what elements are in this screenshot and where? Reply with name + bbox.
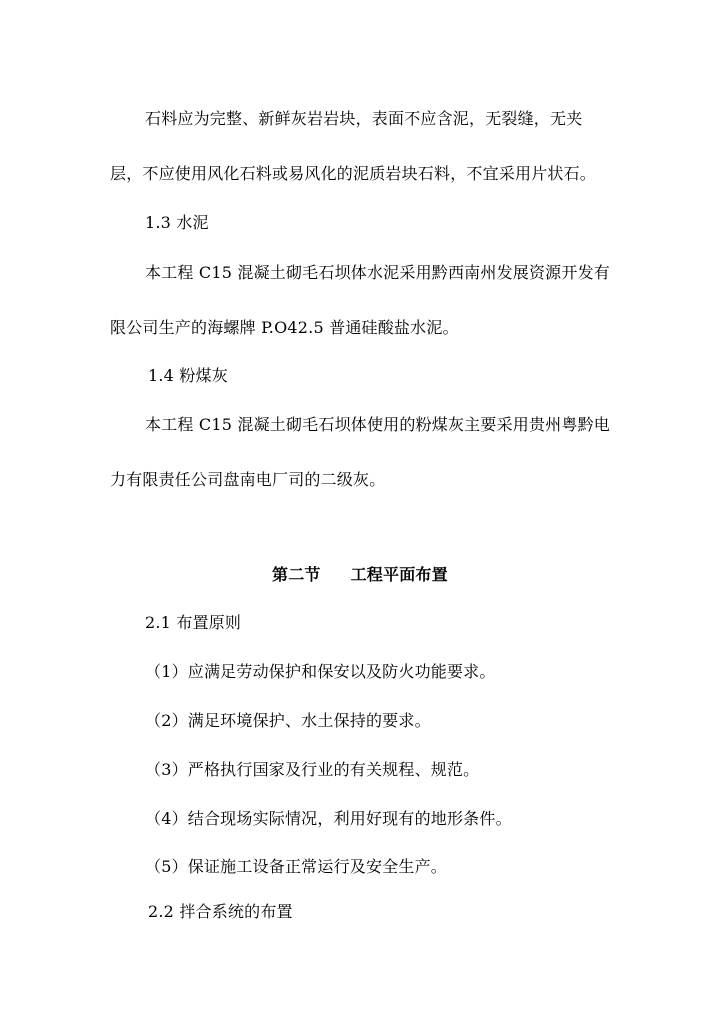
section-title: 工程平面布置 bbox=[350, 565, 448, 584]
subheading-cement: 1.3 水泥 bbox=[145, 213, 209, 232]
paragraph-stone-line-1: 石料应为完整、新鲜灰岩岩块，表面不应含泥，无裂缝，无夹 bbox=[145, 109, 583, 128]
paragraph-cement-line-2: 限公司生产的海螺牌 P.O42.5 普通硅酸盐水泥。 bbox=[110, 318, 459, 337]
section-heading bbox=[272, 565, 448, 585]
paragraph-stone-line-2: 层，不应使用风化石料或易风化的泥质岩块石料，不宜采用片状石。 bbox=[110, 164, 597, 183]
section-number: 第二节 bbox=[272, 565, 321, 584]
paragraph-fly-ash-line-1: 本工程 C15 混凝土砌毛石坝体使用的粉煤灰主要采用贵州粤黔电 bbox=[145, 415, 610, 434]
principle-item-3: （3）严格执行国家及行业的有关规程、规范。 bbox=[145, 760, 480, 779]
subheading-fly-ash: 1.4 粉煤灰 bbox=[148, 366, 228, 385]
paragraph-fly-ash-line-2: 力有限责任公司盘南电厂司的二级灰。 bbox=[110, 470, 386, 489]
principle-item-1: （1）应满足劳动保护和保安以及防火功能要求。 bbox=[145, 662, 496, 681]
subheading-mixing-system: 2.2 拌合系统的布置 bbox=[148, 902, 293, 921]
principle-item-2: （2）满足环境保护、水土保持的要求。 bbox=[145, 711, 431, 730]
principle-item-5: （5）保证施工设备正常运行及安全生产。 bbox=[145, 857, 447, 876]
principle-item-4: （4）结合现场实际情况，利用好现有的地形条件。 bbox=[145, 809, 512, 828]
paragraph-cement-line-1: 本工程 C15 混凝土砌毛石坝体水泥采用黔西南州发展资源开发有 bbox=[145, 263, 610, 282]
subheading-layout-principles: 2.1 布置原则 bbox=[145, 613, 242, 632]
